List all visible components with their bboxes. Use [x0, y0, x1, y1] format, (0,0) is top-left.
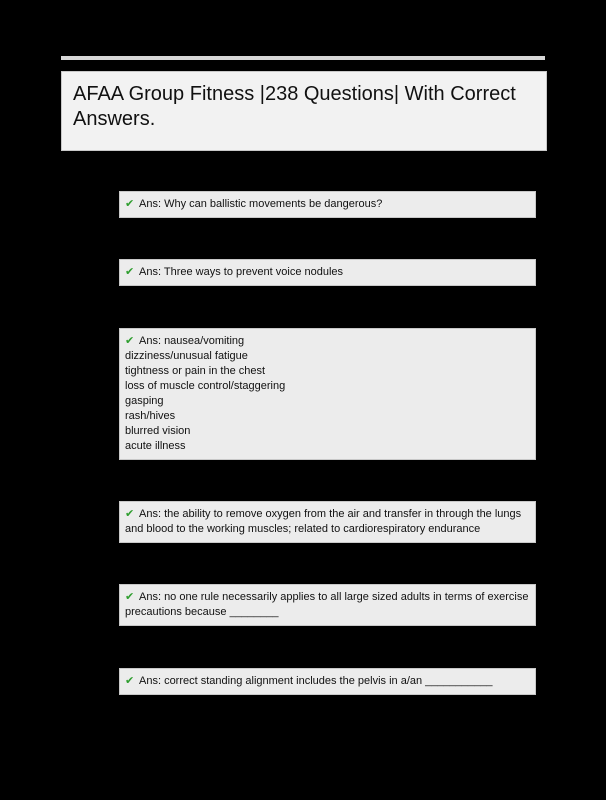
title-banner [61, 71, 547, 151]
answer-text: ✔ Ans: the ability to remove oxygen from the air and transfer in through the lungs and blood to the working muscles; related to cardiorespiratory endurance [125, 508, 522, 535]
check-icon: ✔ [125, 335, 135, 347]
page-title: AFAA Group Fitness |238 Questions| With Correct Answers. [73, 83, 516, 130]
answer-line: blurred vision [125, 425, 191, 437]
answer-line: tightness or pain in the chest [125, 365, 266, 377]
answer-line: loss of muscle control/staggering [125, 380, 286, 392]
top-divider [61, 56, 545, 60]
answer-text: ✔ Ans: nausea/vomiting [125, 335, 245, 347]
answer-line: dizziness/unusual fatigue [125, 350, 248, 362]
answer-text: ✔ Ans: correct standing alignment includes the pelvis in a/an ___________ [125, 675, 493, 687]
answer-line: acute illness [125, 440, 186, 452]
answer-card-3 [119, 328, 536, 460]
answer-text: ✔ Ans: no one rule necessarily applies to all large sized adults in terms of exercise precautions because ________ [125, 591, 529, 618]
check-icon: ✔ [125, 198, 135, 210]
answer-card-2 [119, 259, 536, 286]
check-icon: ✔ [125, 508, 135, 520]
answer-card-5 [119, 584, 536, 626]
check-icon: ✔ [125, 266, 135, 278]
answer-line: gasping [125, 395, 164, 407]
answer-card-4 [119, 501, 536, 543]
answer-card-1 [119, 191, 536, 218]
check-icon: ✔ [125, 591, 135, 603]
answer-line: rash/hives [125, 410, 176, 422]
check-icon: ✔ [125, 675, 135, 687]
answer-text: ✔ Ans: Why can ballistic movements be dangerous? [125, 198, 383, 210]
answer-text: ✔ Ans: Three ways to prevent voice nodules [125, 266, 344, 278]
answer-card-6 [119, 668, 536, 695]
